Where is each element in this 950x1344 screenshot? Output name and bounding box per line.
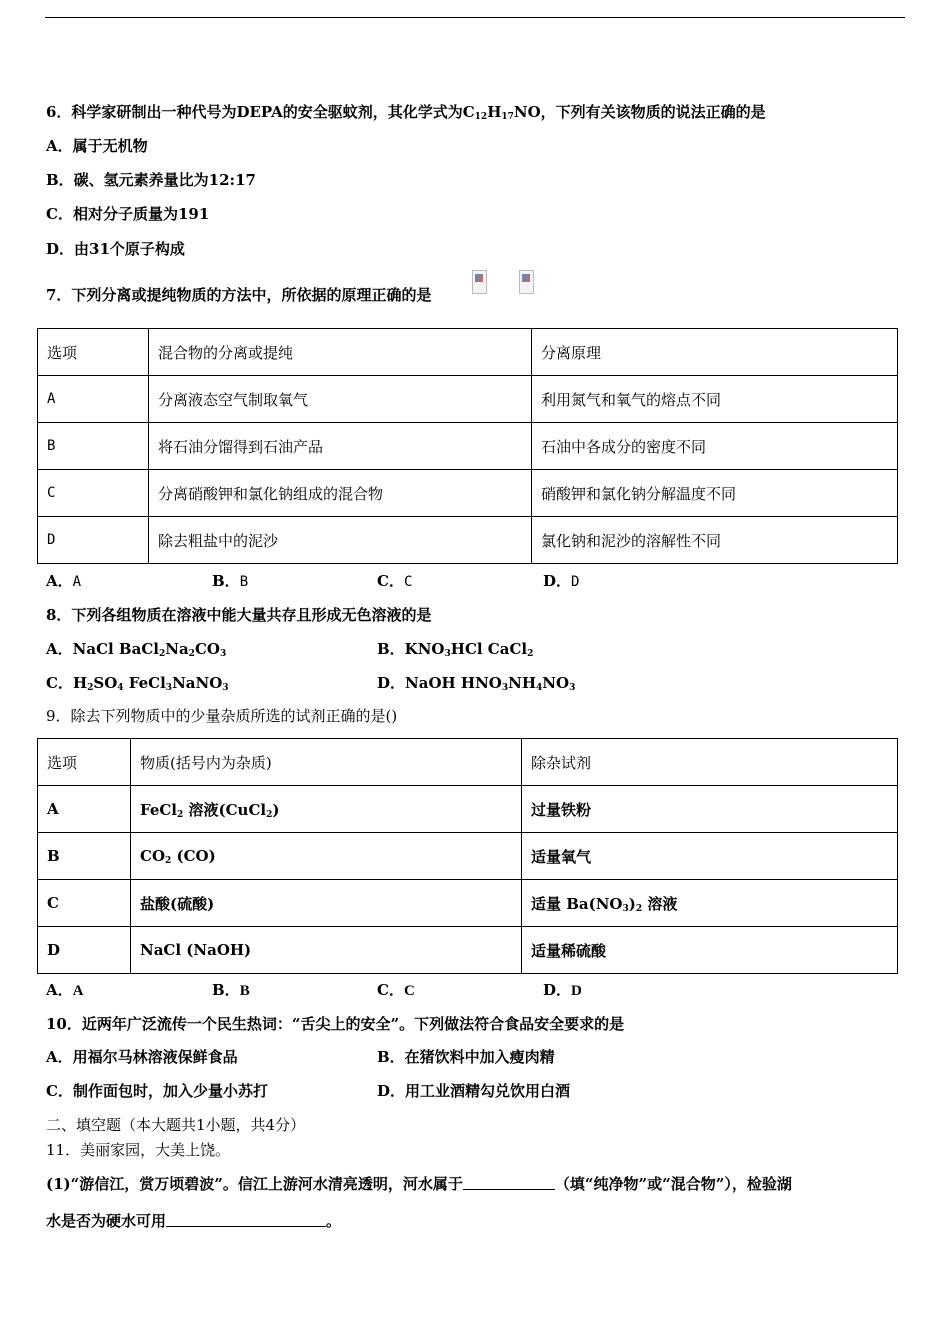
q9-answer-b: B．B [212,981,250,999]
table-header-row [38,329,898,376]
table-header-cell: 物质(括号内为杂质) [131,739,522,786]
q7-table [37,328,898,564]
q8-option-a: A．NaCl $BaCl_2Na_2CO_3$ [46,640,227,659]
q10-option-b: B．在猪饮料中加入瘦肉精 [377,1048,555,1066]
q10-option-c: C．制作面包时，加入少量小苏打 [46,1082,268,1100]
table-cell: FeCl$_2$ 溶液(CuCl$_2$) [131,786,522,833]
q7-answer-a: A．A [46,572,82,590]
q9-answer-d: D．D [543,981,582,999]
table-cell: 将石油分馏得到石油产品 [149,423,532,470]
section-heading: 二、填空题（本大题共1小题，共4分） [46,1116,306,1134]
q6-option-b: B．碳、氢元素养量比为12:17 [46,171,256,189]
broken-image-icon [472,270,487,294]
table-cell: D [38,517,149,564]
q6-option-a: A．属于无机物 [46,137,148,155]
table-cell: B [38,833,131,880]
q7-stem: 7．下列分离或提纯物质的方法中，所依据的原理正确的是 [46,286,432,304]
q9-stem: 9．除去下列物质中的少量杂质所选的试剂正确的是() [46,707,398,725]
table-row [38,927,898,974]
table-cell: A [38,786,131,833]
table-cell: $CO_2$ (CO) [131,833,522,880]
table-cell: NaCl (NaOH) [131,927,522,974]
table-cell: 石油中各成分的密度不同 [532,423,898,470]
table-header-cell: 分离原理 [532,329,898,376]
q10-option-d: D．用工业酒精勾兑饮用白酒 [377,1082,571,1100]
q11-part1-line1: (1)“游信江，赏万顷碧波”。信江上游河水清亮透明，河水属于 （填“纯净物”或“混合物”），检验湖 [46,1175,792,1193]
table-cell: A [38,376,149,423]
table-header-cell: 选项 [38,329,149,376]
table-cell: 适量 $Ba(NO_3)_2$ 溶液 [522,880,898,927]
table-cell: 适量稀硫酸 [522,927,898,974]
q6-option-c: C．相对分子质量为191 [46,205,210,223]
table-header-cell: 混合物的分离或提纯 [149,329,532,376]
answer-blank[interactable] [166,1226,326,1227]
q11-part1-line2: 水是否为硬水可用 。 [46,1212,342,1230]
table-header-row [38,739,898,786]
table-cell: 分离硝酸钾和氯化钠组成的混合物 [149,470,532,517]
q8-option-b: B．$KNO_3HCl$ CaCl$_2$ [377,640,534,659]
q9-answer-c: C．C [377,981,415,999]
q8-option-d: D．NaOH $HNO_3NH_4NO_3$ [377,674,576,693]
table-header-cell: 选项 [38,739,131,786]
q9-table [37,738,898,974]
table-row [38,376,898,423]
table-cell: B [38,423,149,470]
q9-answer-a: A．A [46,981,84,999]
q7-answer-b: B．B [212,572,249,590]
q10-option-a: A．用福尔马林溶液保鲜食品 [46,1048,238,1066]
table-cell: 分离液态空气制取氧气 [149,376,532,423]
table-cell: 适量氧气 [522,833,898,880]
table-cell: 硝酸钾和氯化钠分解温度不同 [532,470,898,517]
q6-option-d: D．由31个原子构成 [46,240,185,258]
q8-stem: 8．下列各组物质在溶液中能大量共存且形成无色溶液的是 [46,606,432,624]
table-row [38,833,898,880]
header-rule [45,17,905,18]
table-cell: C [38,880,131,927]
q6-stem: 6．科学家研制出一种代号为DEPA的安全驱蚊剂，其化学式为$C_{12}H_{17}NO$，下列有关该物质的说法正确的是 [46,103,766,122]
table-header-cell: 除杂试剂 [522,739,898,786]
answer-blank[interactable] [463,1189,555,1190]
table-cell: 利用氮气和氧气的熔点不同 [532,376,898,423]
q7-answer-c: C．C [377,572,413,590]
q8-option-c: C．$H_2SO_4$ FeCl$_3$NaNO$_3$ [46,674,229,693]
table-cell: 过量铁粉 [522,786,898,833]
q7-answer-d: D．D [543,572,580,590]
table-cell: 氯化钠和泥沙的溶解性不同 [532,517,898,564]
table-row [38,470,898,517]
table-row [38,517,898,564]
table-cell: 除去粗盐中的泥沙 [149,517,532,564]
table-cell: 盐酸(硫酸) [131,880,522,927]
table-row [38,786,898,833]
broken-image-icon [519,270,534,294]
q11-stem: 11．美丽家园，大美上饶。 [46,1141,231,1159]
table-cell: C [38,470,149,517]
table-row [38,423,898,470]
q10-stem: 10．近两年广泛流传一个民生热词：“舌尖上的安全”。下列做法符合食品安全要求的是 [46,1015,625,1033]
table-cell: D [38,927,131,974]
table-row [38,880,898,927]
